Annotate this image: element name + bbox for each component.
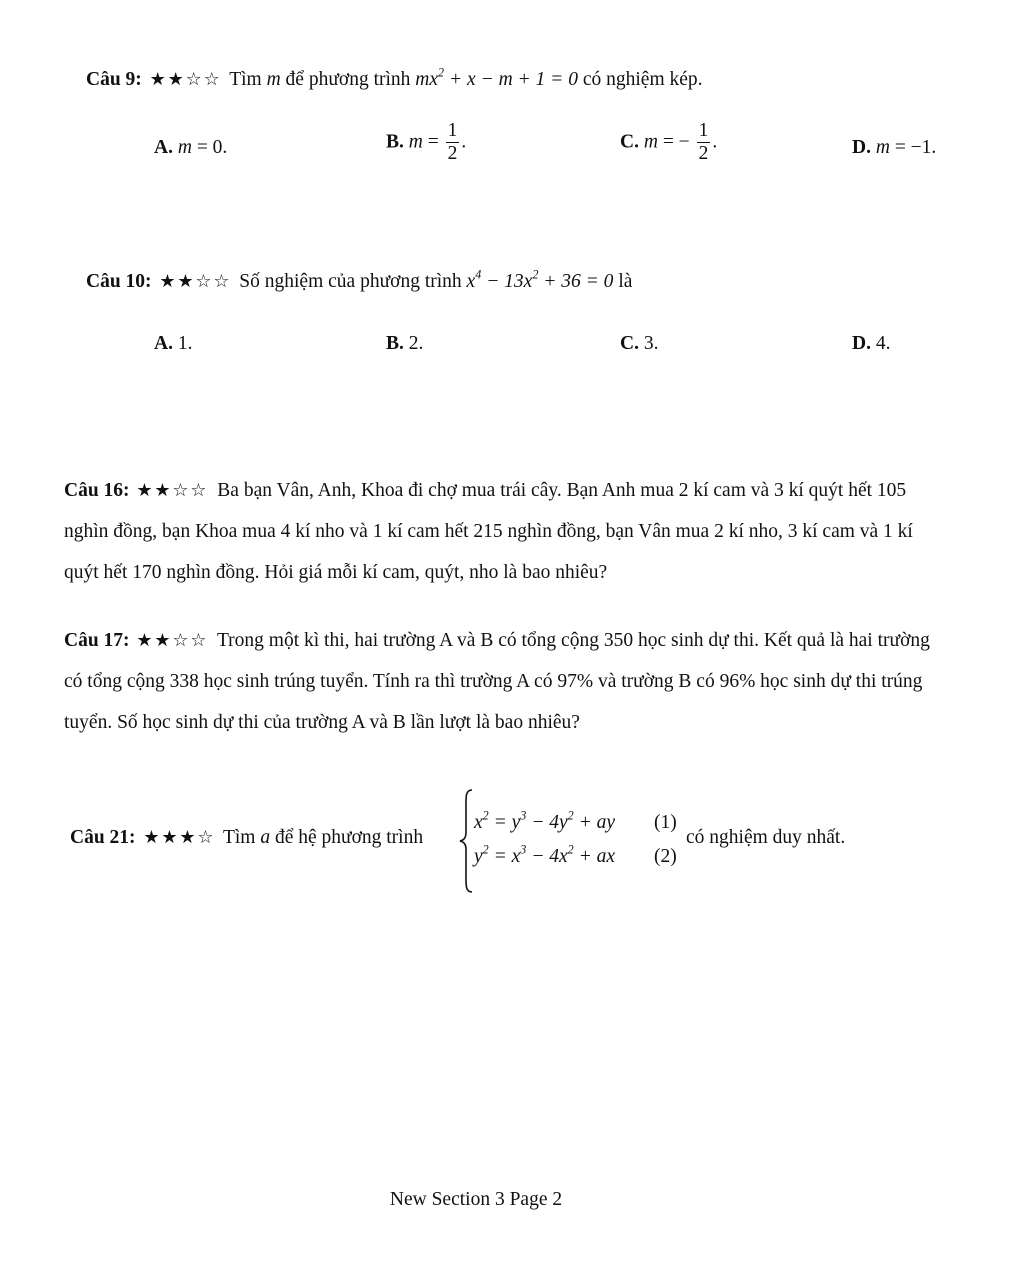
difficulty-rating — [149, 66, 221, 94]
question-21-heading — [70, 824, 423, 852]
question-label: Câu 16: — [64, 480, 130, 501]
equation-number: (1) — [654, 812, 677, 833]
star-filled-icon: ★ — [154, 480, 171, 501]
equation: $x^4 - 13x^2 + 36 = 0$ — [466, 267, 614, 292]
star-empty-icon: ☆ — [190, 630, 207, 651]
question-text: có nghiệm duy nhất. — [686, 827, 846, 848]
question-16 — [64, 470, 996, 593]
variable: m — [266, 69, 281, 90]
left-brace-icon — [458, 788, 474, 894]
equation-number: (2) — [654, 846, 677, 867]
page-footer: New Section 3 Page 2 — [389, 1189, 563, 1210]
star-empty-icon: ☆ — [197, 827, 214, 848]
question-text: là — [618, 271, 633, 292]
answer-option-a[interactable]: A. m = 0. — [154, 137, 228, 158]
question-text: Số nghiệm của phương trình — [239, 271, 462, 292]
answer-option-d[interactable]: D. 4. — [852, 333, 891, 354]
answer-option-a[interactable]: A. 1. — [154, 333, 193, 354]
difficulty-rating — [142, 824, 214, 852]
answer-option-d[interactable]: D. m = −1. — [852, 137, 937, 158]
star-empty-icon: ☆ — [185, 69, 202, 90]
difficulty-rating — [136, 470, 208, 511]
star-filled-icon: ★ — [161, 827, 178, 848]
question-label: Câu 21: — [70, 827, 136, 848]
star-filled-icon: ★ — [154, 630, 171, 651]
question-10-heading — [86, 268, 632, 296]
question-text: có nghiệm kép. — [582, 69, 703, 90]
question-9-heading — [86, 66, 703, 94]
question-text-line: quýt hết 170 nghìn đồng. Hỏi giá mỗi kí cam, quýt, nho là bao nhiêu? — [64, 562, 608, 583]
question-text: Tìm — [229, 69, 262, 90]
difficulty-rating — [136, 620, 208, 661]
answer-option-b[interactable]: B. m = $\frac{1}{2}$ . — [386, 120, 467, 164]
question-label: Câu 10: — [86, 271, 152, 292]
question-text-line: Trong một kì thi, hai trường A và B có tổng cộng 350 học sinh dự thi. Kết quả là hai trường — [216, 630, 930, 651]
question-text: Tìm — [222, 827, 256, 848]
star-filled-icon: ★ — [143, 827, 160, 848]
question-17 — [64, 620, 996, 743]
answer-option-b[interactable]: B. 2. — [386, 333, 424, 354]
star-empty-icon: ☆ — [190, 480, 207, 501]
star-filled-icon: ★ — [167, 69, 184, 90]
question-text-line: tuyển. Số học sinh dự thi của trường A và B lần lượt là bao nhiêu? — [64, 712, 580, 733]
answer-option-c[interactable]: C. m = − $\frac{1}{2}$ . — [620, 120, 718, 164]
equation-2: $y^2 = x^3 - 4x^2$ + ax (2) — [474, 840, 684, 874]
equation-1: $x^2 = y^3 - 4y^2$ + ay (1) — [474, 806, 684, 840]
question-label: Câu 9: — [86, 69, 142, 90]
difficulty-rating — [158, 268, 230, 296]
star-filled-icon: ★ — [149, 69, 166, 90]
star-filled-icon: ★ — [136, 630, 153, 651]
question-text-line: nghìn đồng, bạn Khoa mua 4 kí nho và 1 kí cam hết 215 nghìn đồng, bạn Vân mua 2 kí nho, 3 kí cam và 1 kí — [64, 521, 913, 542]
star-empty-icon: ☆ — [172, 480, 189, 501]
star-empty-icon: ☆ — [172, 630, 189, 651]
answer-option-c[interactable]: C. 3. — [620, 333, 659, 354]
star-empty-icon: ☆ — [213, 271, 230, 292]
system-brace — [458, 788, 474, 900]
star-empty-icon: ☆ — [203, 69, 220, 90]
variable: a — [260, 827, 271, 848]
question-label: Câu 17: — [64, 630, 130, 651]
fraction: $\frac{1}{2}$ — [698, 120, 709, 164]
fraction: $\frac{1}{2}$ — [447, 120, 458, 164]
question-text-line: Ba bạn Vân, Anh, Khoa đi chợ mua trái cây. Bạn Anh mua 2 kí cam và 3 kí quýt hết 105 — [217, 480, 907, 501]
equation-system — [474, 806, 684, 874]
star-filled-icon: ★ — [179, 827, 196, 848]
question-text-line: có tổng cộng 338 học sinh trúng tuyển. Tính ra thì trường A có 97% và trường B có 96% học sinh dự thi trúng — [64, 671, 923, 692]
star-empty-icon: ☆ — [195, 271, 212, 292]
star-filled-icon: ★ — [159, 271, 176, 292]
question-text: để hệ phương trình — [274, 827, 424, 848]
star-filled-icon: ★ — [136, 480, 153, 501]
equation: $mx^2 + x - m + 1 = 0$ — [415, 65, 578, 90]
star-filled-icon: ★ — [177, 271, 194, 292]
question-text: để phương trình — [285, 69, 411, 90]
